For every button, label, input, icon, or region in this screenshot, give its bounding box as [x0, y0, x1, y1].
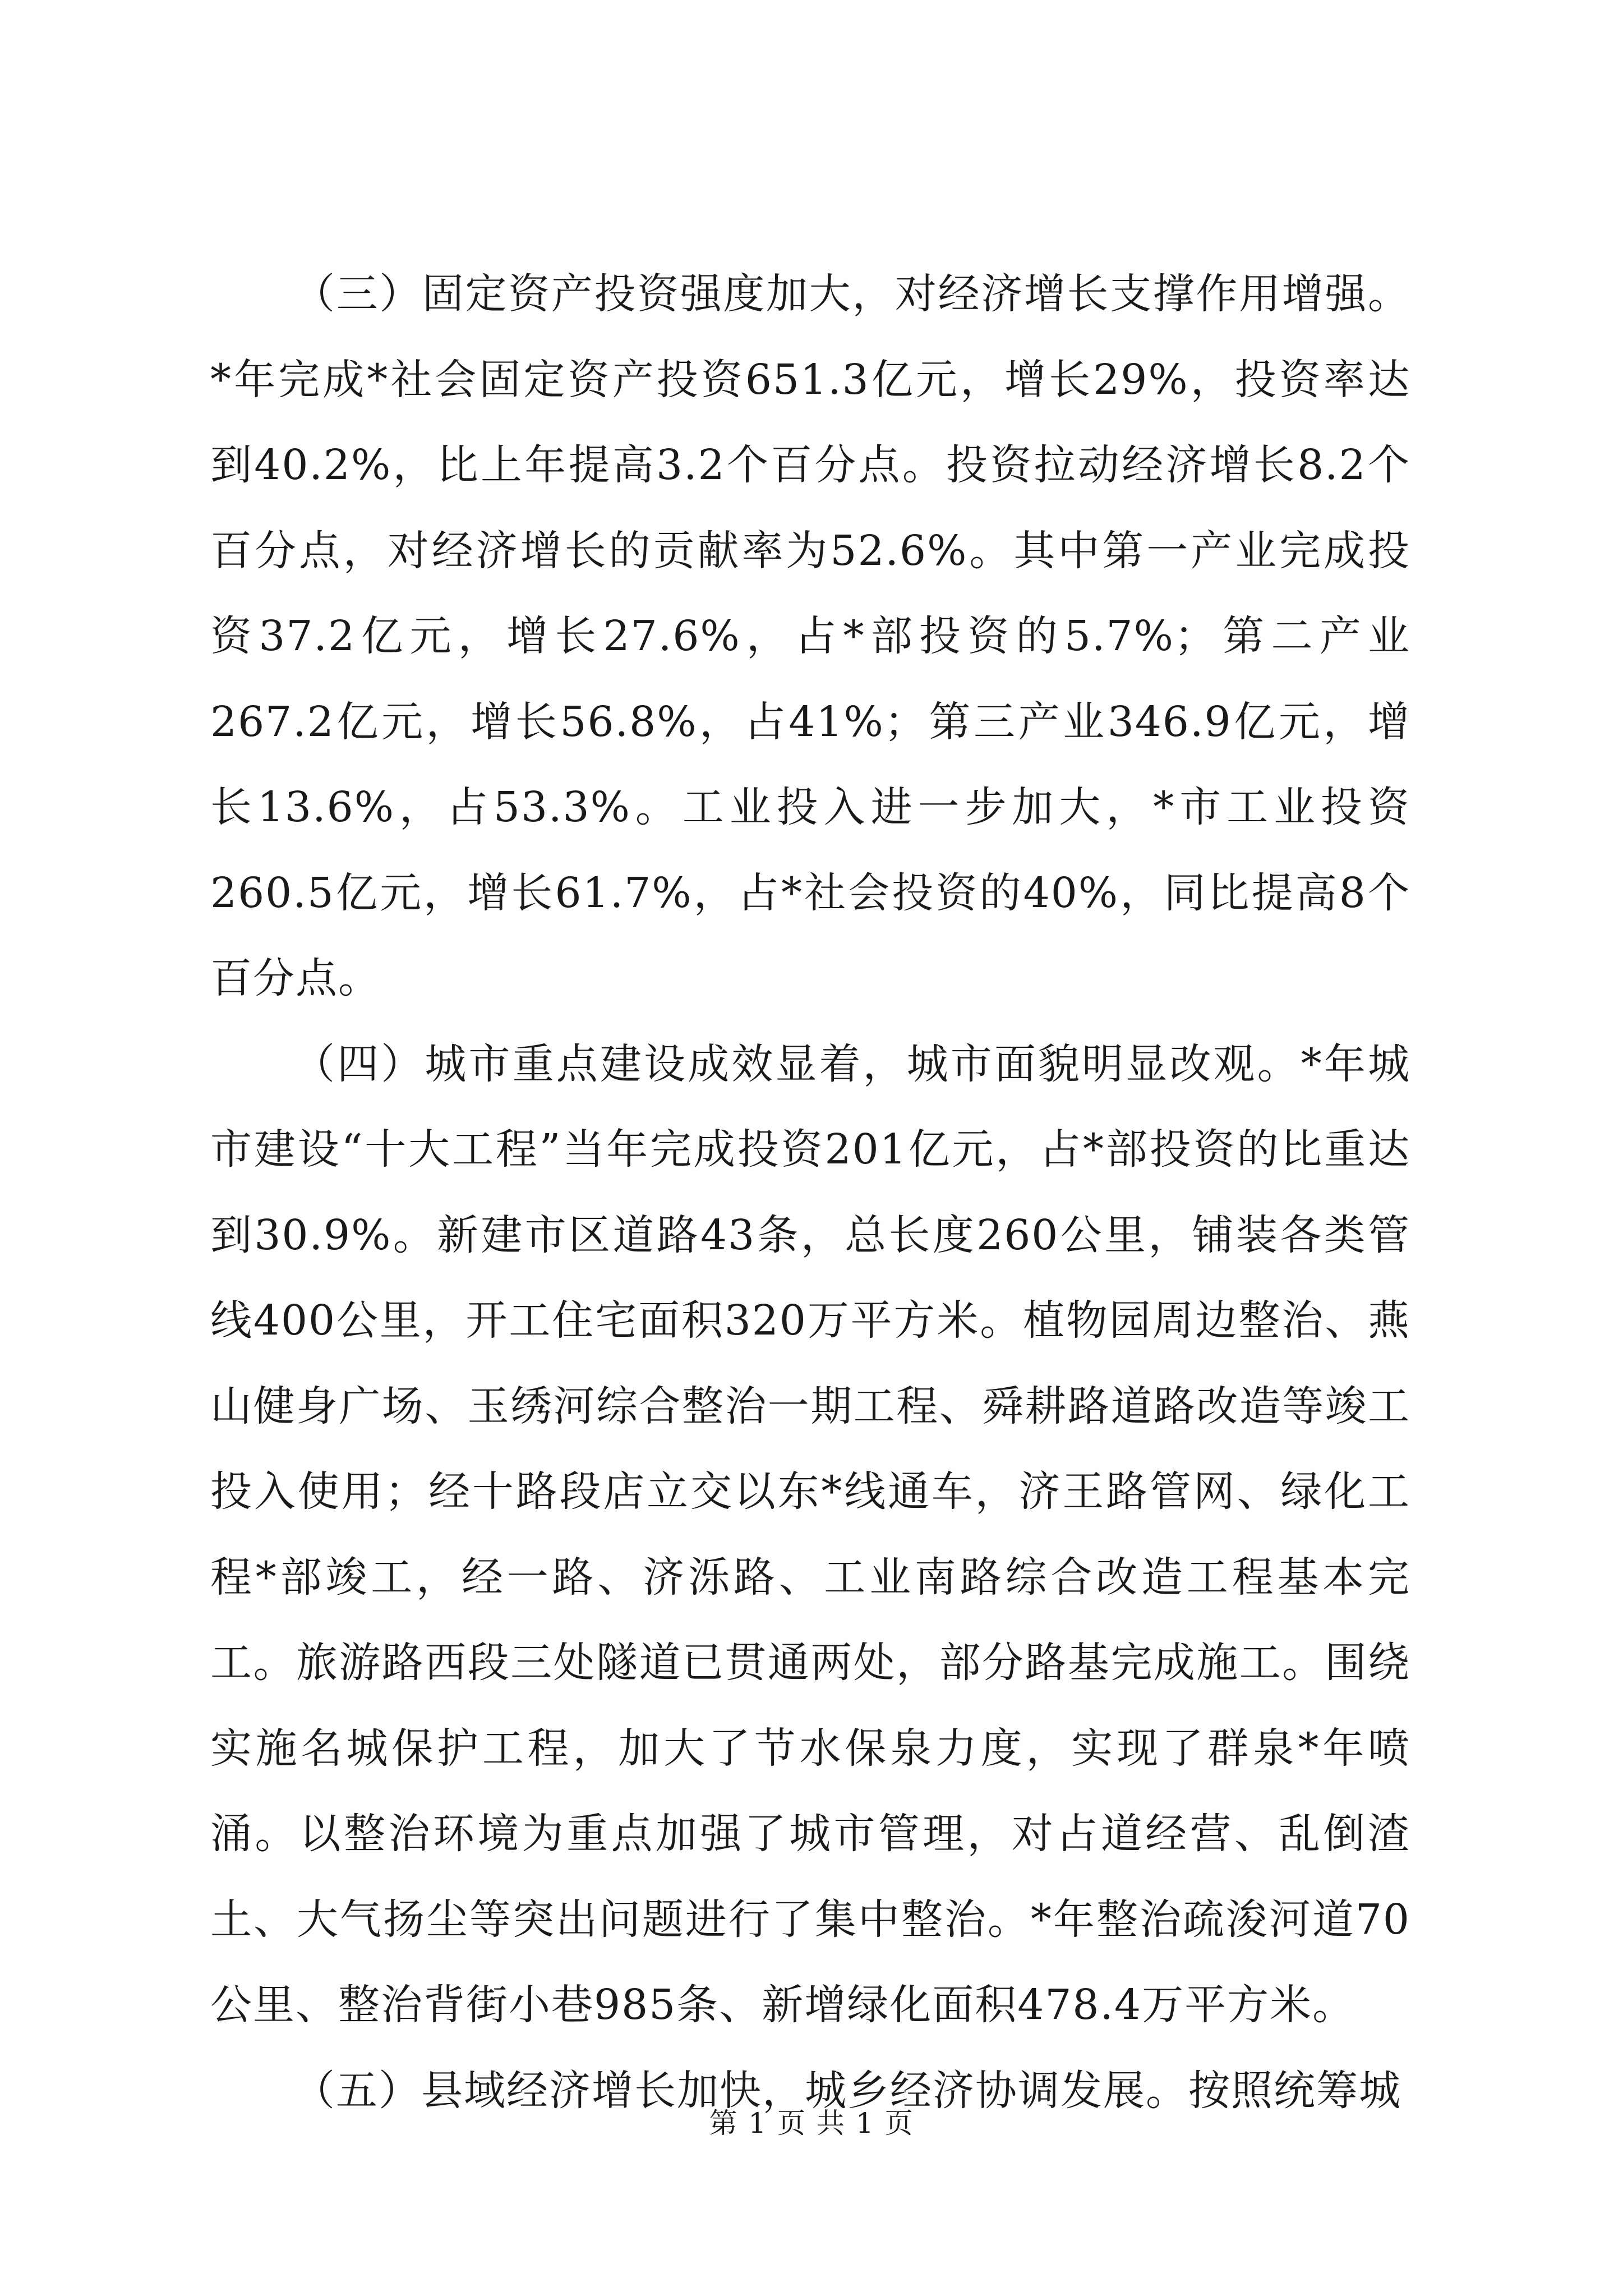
document-body — [210, 251, 1410, 2133]
paragraph-fixed-asset-investment: （三）固定资产投资强度加大，对经济增长支撑作用增强。*年完成*社会固定资产投资651.3亿元，增长29%，投资率达到40.2%，比上年提高3.2个百分点。投资拉动经济增长8.2个百分点，对经济增长的贡献率为52.6%。其中第一产业完成投资37.2亿元，增长27.6%，占*部投资的5.7%；第二产业267.2亿元，增长56.8%，占41%；第三产业346.9亿元，增长13.6%，占53.3%。工业投入进一步加大，*市工业投资260.5亿元，增长61.7%，占*社会投资的40%，同比提高8个百分点。 — [210, 270, 1410, 1002]
paragraph-county-economy: （五）县域经济增长加快，城乡经济协调发展。按照统筹城 — [293, 2066, 1401, 2115]
paragraph-urban-construction: （四）城市重点建设成效显着，城市面貌明显改观。*年城市建设“十大工程”当年完成投资201亿元，占*部投资的比重达到30.9%。新建市区道路43条，总长度260公里，铺装各类管线400公里，开工住宅面积320万平方米。植物园周边整治、燕山健身广场、玉绣河综合整治一期工程、舜耕路道路改造等竣工投入使用；经十路段店立交以东*线通车，济王路管网、绿化工程*部竣工，经一路、济泺路、工业南路综合改造工程基本完工。旅游路西段三处隧道已贯通两处，部分路基完成施工。围绕实施名城保护工程，加大了节水保泉力度，实现了群泉*年喷涌。以整治环境为重点加强了城市管理，对占道经营、乱倒渣土、大气扬尘等突出问题进行了集中整治。*年整治疏浚河道70公里、整治背街小巷985条、新增绿化面积478.4万平方米。 — [210, 1039, 1410, 2029]
page-footer: 第 1 页 共 1 页 — [709, 2107, 914, 2139]
